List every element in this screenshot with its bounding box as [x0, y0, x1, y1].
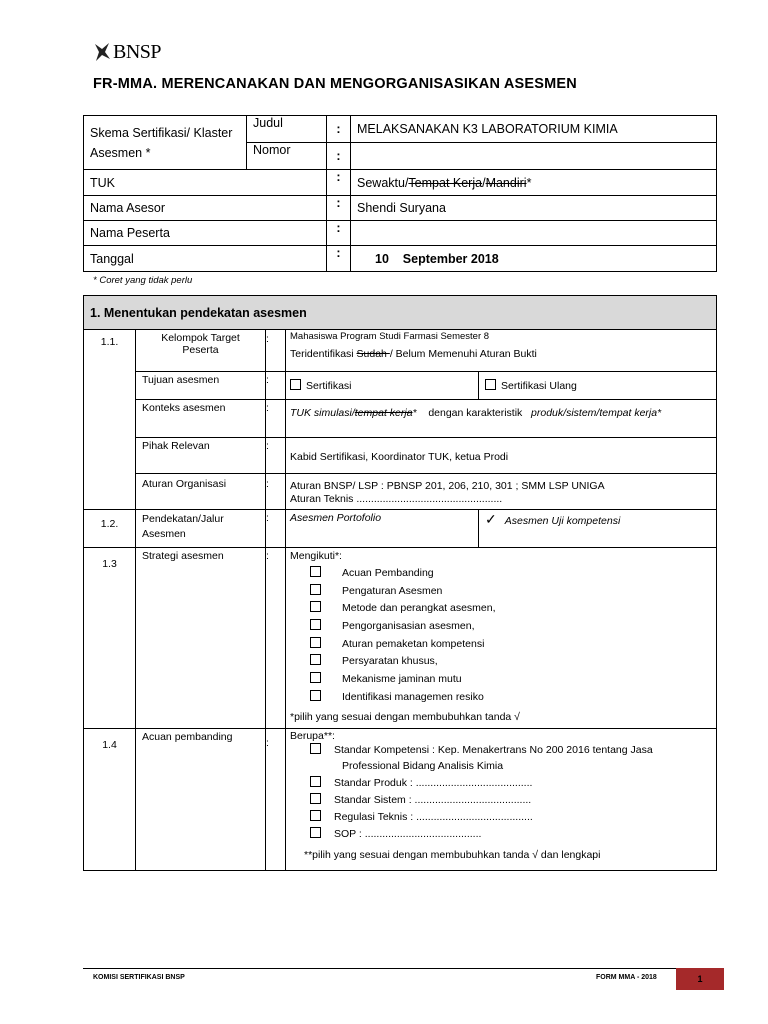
peserta-value[interactable]	[351, 221, 717, 246]
colon: :	[327, 221, 351, 246]
kelompok-line1: Mahasiswa Program Studi Farmasi Semester 8	[290, 331, 490, 342]
pihak-relevan-label: Pihak Relevan	[136, 438, 266, 474]
tuk-label: TUK	[84, 170, 327, 196]
peserta-label: Nama Peserta	[84, 221, 327, 246]
strategi-item[interactable]	[310, 565, 710, 583]
strategi-item-label: Persyaratan khusus,	[342, 655, 438, 668]
header-form-table	[83, 115, 717, 272]
kelompok-target-label: Kelompok Target Peserta	[136, 330, 266, 372]
checkbox-icon[interactable]	[310, 584, 321, 595]
nomor-label: Nomor	[247, 143, 327, 170]
colon: :	[266, 510, 286, 548]
aturan-line1: Aturan BNSP/ LSP : PBNSP 201, 206, 210, 301 ; SMM LSP UNIGA	[290, 480, 605, 492]
section1-table	[83, 295, 717, 871]
colon: :	[327, 170, 351, 196]
checkbox-icon[interactable]	[290, 379, 301, 390]
colon: :	[266, 548, 286, 729]
bnsp-emblem-icon	[93, 41, 111, 63]
strategi-value	[286, 548, 717, 729]
strategi-item-label: Identifikasi managemen resiko	[342, 690, 484, 703]
option-label: Asesmen Uji kompetensi	[504, 515, 621, 527]
kelompok-line2	[290, 348, 710, 360]
colon: :	[327, 246, 351, 272]
checkbox-icon[interactable]	[485, 379, 496, 390]
colon: :	[266, 372, 286, 400]
logo-text: BNSP	[113, 40, 162, 63]
strategi-item[interactable]	[310, 600, 710, 618]
tuk-option-tempat-kerja: Tempat Kerja	[408, 175, 483, 190]
acuan-item-regulasi-teknis[interactable]	[310, 809, 710, 825]
tujuan-option-sertifikasi[interactable]	[286, 372, 479, 400]
judul-label: Judul	[247, 116, 327, 143]
strategi-item-label: Mekanisme jaminan mutu	[342, 673, 462, 686]
colon: :	[266, 438, 286, 474]
tuk-value[interactable]	[351, 170, 717, 196]
footnote: * Coret yang tidak perlu	[93, 275, 193, 286]
tuk-option-mandiri: Mandiri	[485, 175, 527, 190]
section1-heading: 1. Menentukan pendekatan asesmen	[84, 296, 717, 330]
checkbox-icon[interactable]	[310, 601, 321, 612]
asesmen-uji-option[interactable]	[479, 510, 717, 548]
konteks-tuk-simulasi: TUK simulasi/	[290, 407, 355, 419]
strategi-item[interactable]	[310, 583, 710, 601]
page-title: FR-MMA. MERENCANAKAN DAN MENGORGANISASIKAN ASESMEN	[93, 76, 577, 92]
footer-left: KOMISI SERTIFIKASI BNSP	[93, 974, 185, 981]
row-number: 1.3	[84, 548, 136, 729]
tuk-separator: /	[482, 175, 486, 190]
tuk-option-sewaktu: Sewaktu/	[357, 175, 409, 190]
item-label-continued: Professional Bidang Analisis Kimia	[342, 760, 504, 772]
checkbox-icon[interactable]	[310, 637, 321, 648]
aturan-organisasi-value[interactable]	[286, 474, 717, 510]
aturan-organisasi-label: Aturan Organisasi	[136, 474, 266, 510]
aturan-line2: Aturan Teknis ..................................................	[290, 493, 503, 505]
asesor-label: Nama Asesor	[84, 196, 327, 221]
checkbox-icon[interactable]	[310, 810, 321, 821]
nomor-value[interactable]	[351, 143, 717, 170]
pendekatan-label: Pendekatan/Jalur Asesmen	[136, 510, 266, 548]
checkbox-icon[interactable]	[310, 619, 321, 630]
row-number: 1.1.	[84, 330, 136, 510]
tanggal-value[interactable]: 10 September 2018	[351, 246, 717, 272]
option-label: Sertifikasi	[306, 380, 352, 392]
tuk-asterisk: *	[526, 175, 532, 190]
colon: :	[266, 400, 286, 438]
strategi-label: Strategi asesmen	[136, 548, 266, 729]
item-label: SOP : ........................................	[334, 828, 482, 840]
colon: :	[327, 143, 351, 170]
checkmark-icon: ✓	[485, 511, 497, 527]
footer-right: FORM MMA - 2018	[596, 974, 657, 981]
tujuan-option-sertifikasi-ulang[interactable]	[479, 372, 717, 400]
asesor-value[interactable]: Shendi Suryana	[351, 196, 717, 221]
option-label: Sertifikasi Ulang	[501, 380, 577, 392]
strategi-item[interactable]	[310, 636, 710, 654]
colon: :	[266, 474, 286, 510]
acuan-intro: Berupa**:	[290, 730, 335, 742]
bnsp-logo	[93, 40, 161, 64]
strategi-intro: Mengikuti*:	[290, 550, 342, 562]
item-label: Standar Produk : ........................................	[334, 777, 533, 789]
item-label: Standar Kompetensi : Kep. Menakertrans No 200 2016 tentang Jasa	[334, 744, 653, 756]
konteks-karakteristik: dengan karakteristik	[428, 407, 523, 419]
tanggal-label: Tanggal	[84, 246, 327, 272]
pihak-relevan-value[interactable]: Kabid Sertifikasi, Koordinator TUK, ketua Prodi	[286, 438, 717, 474]
checkbox-icon[interactable]	[310, 654, 321, 665]
acuan-item-standar-sistem[interactable]	[310, 792, 710, 808]
item-label: Standar Sistem : ........................................	[334, 794, 532, 806]
judul-value[interactable]: MELAKSANAKAN K3 LABORATORIUM KIMIA	[351, 116, 717, 143]
belum-option: / Belum Memenuhi Aturan Bukti	[389, 348, 537, 360]
page-number: 1	[676, 968, 724, 990]
strategi-item[interactable]	[310, 671, 710, 689]
checkbox-icon[interactable]	[310, 827, 321, 838]
strategi-list	[310, 565, 710, 707]
konteks-tempat-kerja: tempat kerja	[354, 407, 413, 419]
strategi-item[interactable]	[310, 618, 710, 636]
sudah-option: Sudah	[356, 348, 390, 360]
strategi-item[interactable]	[310, 653, 710, 671]
strategi-item-label: Acuan Pembanding	[342, 567, 434, 579]
checkbox-icon[interactable]	[310, 793, 321, 804]
skema-label: Skema Sertifikasi/ Klaster Asesmen *	[84, 116, 247, 170]
identified-text: Teridentifikasi	[290, 348, 357, 360]
acuan-item-sop[interactable]	[310, 826, 710, 842]
acuan-value	[286, 729, 717, 871]
acuan-item-standar-kompetensi[interactable]	[310, 742, 710, 758]
footer-divider	[83, 968, 683, 969]
strategi-item[interactable]	[310, 689, 710, 707]
konteks-produk: produk/sistem/tempat kerja*	[531, 407, 662, 419]
kelompok-target-value[interactable]	[286, 330, 717, 372]
checkbox-icon[interactable]	[310, 566, 321, 577]
strategi-item-label: Aturan pemaketan kompetensi	[342, 637, 485, 650]
acuan-list	[310, 742, 710, 842]
checkbox-icon[interactable]	[310, 672, 321, 683]
acuan-note: **pilih yang sesuai dengan membubuhkan tanda √ dan lengkapi	[304, 849, 601, 861]
strategi-item-label: Pengorganisasian asesmen,	[342, 620, 475, 633]
colon: :	[327, 196, 351, 221]
row-number: 1.2.	[84, 510, 136, 548]
acuan-label: Acuan pembanding	[136, 729, 266, 871]
strategi-note: *pilih yang sesuai dengan membubuhkan tanda √	[290, 710, 520, 723]
checkbox-icon[interactable]	[310, 743, 321, 754]
strategi-item-label: Metode dan perangkat asesmen,	[342, 602, 496, 615]
konteks-value[interactable]	[286, 400, 717, 438]
colon: :	[266, 330, 286, 372]
acuan-item-standar-produk[interactable]	[310, 775, 710, 791]
row-number: 1.4	[84, 729, 136, 871]
strategi-item-label: Pengaturan Asesmen	[342, 584, 443, 597]
asesmen-portofolio-option[interactable]: Asesmen Portofolio	[286, 510, 479, 548]
colon: :	[266, 729, 286, 871]
colon: :	[327, 116, 351, 143]
checkbox-icon[interactable]	[310, 776, 321, 787]
item-label: Regulasi Teknis : ........................................	[334, 811, 533, 823]
konteks-asterisk: *	[412, 407, 417, 419]
tujuan-label: Tujuan asesmen	[136, 372, 266, 400]
checkbox-icon[interactable]	[310, 690, 321, 701]
konteks-label: Konteks asesmen	[136, 400, 266, 438]
